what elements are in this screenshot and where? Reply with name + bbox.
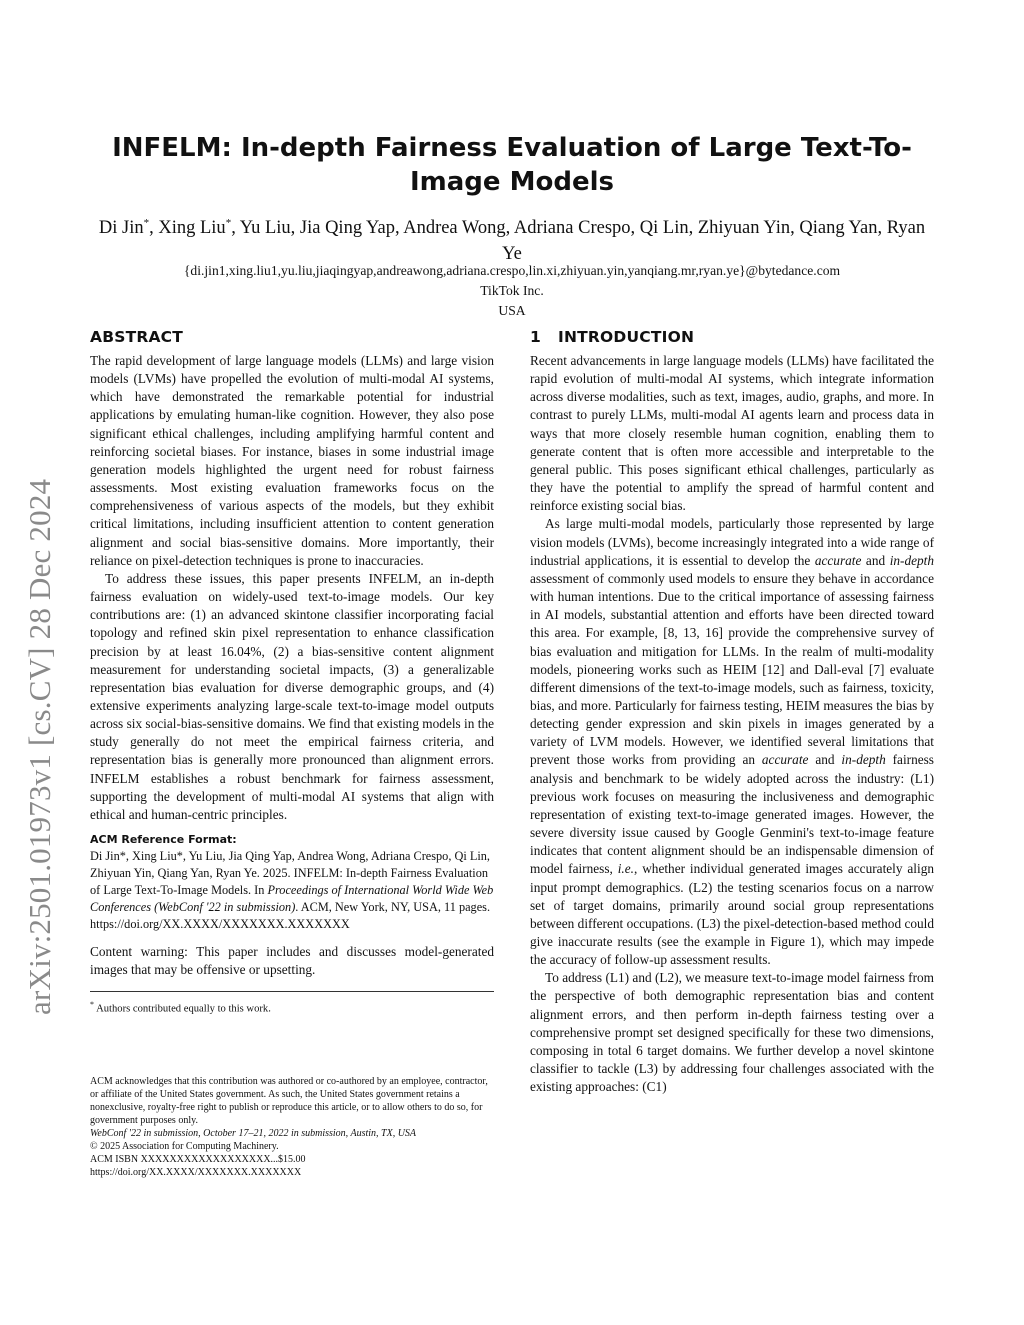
author-names-rest: Yu Liu, Jia Qing Yap, Andrea Wong, Adriana Crespo, Qi Lin, Zhiyuan Yin, Qiang Yan, Ryan Ye bbox=[239, 218, 926, 265]
equal-contribution-mark: * bbox=[225, 217, 232, 229]
abstract-paragraph: To address these issues, this paper presents INFELM, an in-depth fairness evaluation on widely-used text-to-image models. Our key contributions are: (1) an advanced skintone classifier incorporating facial topology and refined skin pixel representation to enhance classification precision by at least 16.04%, (2) a bias-sensitive content alignment measurement for understanding societal impacts, (3) a generalizable representation bias evaluation for diverse demographic groups, and (4) extensive experiments analyzing large-scale text-to-image model outputs across six social-bias-sensitive domains. We find that existing models in the study generally do not meet the empirical fairness criteria, and representation bias is generally more pronounced than alignment errors. INFELM establishes a robust benchmark for fairness assessment, supporting the development of multi-modal AI systems that align with ethical and human-centric principles. bbox=[90, 570, 494, 822]
isbn: ACM ISBN XXXXXXXXXXXXXXXXXX...$15.00 bbox=[90, 1154, 306, 1165]
intro-text: assessment of commonly used models to ensure they behave in accordance with human intentions. Due to the critical importance of assessing fairness in AI models, substantial attention and efforts have been directed toward this area. For example, [8, 13, 16] provide the comprehensive survey of bias evaluation and mitigation for LLMs. In the realm of multi-modality models, pioneering works such as HEIM [12] and Dall-eval [7] evaluate different dimensions of the text-to-image models, such as fairness, toxicity, bias, and more. Particularly for fairness testing, HEIM measures the bias by detecting gender expression and skin pixels in images generated by a variety of LVM models. However, we identified several limitations that prevent those works from providing an bbox=[530, 570, 934, 768]
abstract-heading: ABSTRACT bbox=[90, 328, 184, 346]
copyright-statement: ACM acknowledges that this contribution was authored or co-authored by an employee, contractor, or affiliate of the United States government. As such, the United States government retains a nonexclusive, royalty-free right to publish or reproduce this article, or to allow others to do so, for government purposes only. bbox=[90, 1076, 488, 1126]
copyright-notice: © 2025 Association for Computing Machinery. bbox=[90, 1141, 279, 1152]
emphasis: accurate bbox=[761, 752, 809, 768]
intro-paragraph: Recent advancements in large language models (LLMs) have facilitated the rapid evolution of multi-modal AI systems, which integrate information across diverse modalities, such as text, images, audio, graphs, and more. In contrast to purely LLMs, multi-modal AI agents learn and process data in ways that more closely resemble human cognition, enabling them to generate content that is often more accessible and interpretable to the general public. This poses significant ethical challenges, particularly as they have the potential to amplify the spread of harmful content and reinforce existing social bias. bbox=[530, 353, 934, 514]
right-column bbox=[530, 326, 934, 1096]
abstract-paragraph: The rapid development of large language models (LLMs) and large vision models (LVMs) have propelled the evolution of multi-modal AI systems, which have demonstrated the remarkable potential for industrial applications by emulating human-like cognition. However, they also pose significant ethical challenges, including amplifying harmful content and reinforcing societal biases. For instance, biases in some industrial image generation models highlighted the urgent need for robust fairness assessments. Most existing evaluation frameworks focus on the comprehensiveness of various aspects of the models, but they exhibit critical limitations, including insufficient attention to content generation alignment and social bias-sensitive domains. More importantly, their reliance on pixel-detection techniques is prone to inaccuracies. bbox=[90, 353, 494, 568]
emphasis: accurate bbox=[814, 552, 862, 568]
footnote-divider bbox=[90, 991, 494, 992]
acm-reference-details: . ACM, New York, NY, USA, 11 pages. https://doi.org/XX.XXXX/XXXXXXX.XXXXXXX bbox=[90, 900, 491, 932]
section-title: INTRODUCTION bbox=[558, 328, 695, 346]
country: USA bbox=[498, 303, 526, 318]
footnote bbox=[90, 998, 494, 1017]
author-name: Di Jin bbox=[98, 218, 144, 239]
acm-reference-heading: ACM Reference Format: bbox=[90, 833, 237, 847]
acm-reference-authors: Di Jin*, Xing Liu*, Yu Liu, Jia Qing Yap, Andrea Wong, Adriana Crespo, Qi Lin, Zhiyuan Yin, Qiang Yan, Ryan Ye. 2025. INFELM: In-depth Fairness Evaluation of Large Text-To-Image Models. In bbox=[90, 849, 491, 898]
intro-text: and bbox=[861, 552, 890, 568]
content-warning: Content warning: This paper includes and discusses model-generated images that may be offensive or upsetting. bbox=[90, 944, 494, 978]
intro-paragraph bbox=[530, 515, 934, 969]
section-number: 1 bbox=[530, 328, 541, 346]
acm-reference-venue: Proceedings of International World Wide Web Conferences (WebConf '22 in submission) bbox=[90, 883, 494, 915]
emphasis: i.e. bbox=[617, 861, 634, 877]
organization: TikTok Inc. bbox=[480, 283, 544, 298]
author-separator: , bbox=[231, 218, 240, 239]
author-emails: {di.jin1,xing.liu1,yu.liu,jiaqingyap,andreawong,adriana.crespo,lin.xi,zhiyuan.yin,yanqiang.mr,ryan.ye}@bytedance.com bbox=[183, 263, 841, 278]
intro-text: fairness analysis and benchmark to be widely adopted across the industry: (L1) previous work focuses on measuring the inclusiveness and demographic representation of existing text-to-image generated images. However, the severe diversity issue caused by Google Genmini's text-to-image feature indicates that content alignment should be an indispensable dimension of model fairness, bbox=[530, 752, 934, 877]
intro-text: , whether individual generated images accurately align input prompt demographics. (L2) the testing scenarios focus on a narrow set of target domains, primarily around social group representations between different occupations. (L3) the pixel-detection-based method could give inaccurate results (see the example in Figure 1), which may impede the accuracy of follow-up assessment results. bbox=[530, 861, 934, 968]
author-separator: , bbox=[149, 218, 159, 239]
arxiv-identifier[interactable]: arXiv:2501.01973v1 [cs.CV] 28 Dec 2024 bbox=[22, 478, 57, 1015]
author-name: Xing Liu bbox=[158, 218, 226, 239]
footnote-mark: * bbox=[90, 1000, 94, 1010]
paper-title: INFELM: In-depth Fairness Evaluation of Large Text-To-Image Models bbox=[112, 133, 912, 197]
doi-link[interactable]: https://doi.org/XX.XXXX/XXXXXXX.XXXXXXX bbox=[90, 1167, 302, 1178]
footnote-text: Authors contributed equally to this work. bbox=[96, 1003, 271, 1015]
intro-text: and bbox=[808, 752, 842, 768]
left-column bbox=[90, 326, 494, 1017]
conference-info: WebConf '22 in submission, October 17–21, 2022 in submission, Austin, TX, USA bbox=[90, 1128, 417, 1139]
emphasis: in-depth bbox=[889, 552, 934, 568]
equal-contribution-mark: * bbox=[143, 217, 150, 229]
introduction-heading bbox=[530, 326, 934, 348]
copyright-block bbox=[90, 1075, 494, 1179]
author-list bbox=[90, 210, 934, 267]
intro-text: As large multi-modal models, particularly those represented by large vision models (LVMs), become increasingly integrated into a wide range of industrial applications, it is essential to develop the bbox=[530, 516, 934, 568]
intro-paragraph: To address (L1) and (L2), we measure text-to-image model fairness from the perspective of both demographic representation bias and content alignment errors, and then perform in-depth fairness testing over a comprehensive prompt set designed specifically for these two dimensions, composing in total 6 target domains. We further develop a novel skintone classifier to tackle (L3) by addressing four challenges associated with the existing approaches: (C1) bbox=[530, 970, 934, 1095]
acm-reference-text bbox=[90, 848, 494, 933]
emphasis: in-depth bbox=[841, 752, 886, 768]
affiliation-block bbox=[60, 261, 964, 321]
